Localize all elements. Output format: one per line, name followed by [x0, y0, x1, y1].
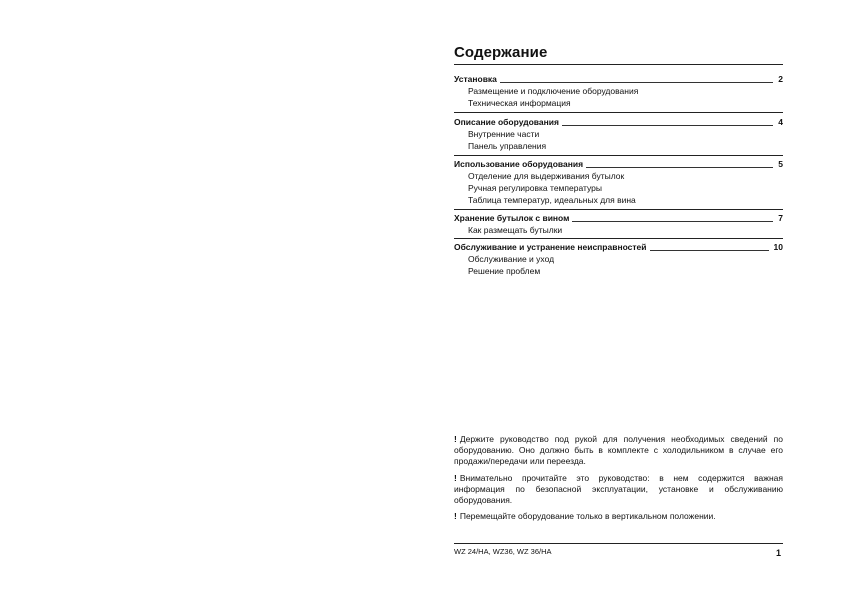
toc-leader [500, 82, 773, 83]
section-divider [454, 238, 783, 239]
toc-subitem[interactable]: Панель управления [468, 141, 547, 152]
toc-section-storage[interactable] [454, 213, 783, 236]
toc-subitem[interactable]: Размещение и подключение оборудования [468, 86, 639, 96]
title-rule [454, 64, 783, 65]
warning-mark: ! [454, 472, 457, 483]
note-paragraph [454, 473, 783, 507]
toc-section-installation[interactable] [454, 74, 783, 109]
toc-page-number: 5 [778, 159, 783, 169]
toc-subitem[interactable]: Внутренние части [468, 129, 540, 139]
note-text: Перемещайте оборудование только в вертикальном положении. [459, 511, 716, 522]
toc-subitem[interactable]: Таблица температур, идеальных для вина [468, 195, 636, 206]
toc-page-number: 2 [778, 74, 783, 84]
toc-section-usage[interactable] [454, 159, 783, 207]
page-title: Содержание [454, 44, 548, 61]
toc-page-number: 7 [778, 213, 783, 223]
toc-subitem[interactable]: Отделение для выдерживания бутылок [468, 171, 625, 181]
toc-leader [572, 221, 773, 222]
toc-section-label: Описание оборудования [454, 117, 559, 127]
toc-subitem[interactable]: Техническая информация [468, 98, 571, 109]
toc-subitem[interactable]: Решение проблем [468, 266, 541, 277]
toc-page-number: 10 [773, 242, 783, 252]
safety-notes [454, 434, 783, 527]
toc-leader [562, 125, 773, 126]
section-divider [454, 155, 783, 156]
note-paragraph [454, 511, 783, 522]
toc-subitem[interactable]: Обслуживание и уход [468, 254, 555, 264]
toc-subitem[interactable]: Ручная регулировка температуры [468, 183, 602, 194]
footer-rule [454, 543, 783, 544]
page-number: 1 [775, 548, 781, 558]
model-numbers: WZ 24/HA, WZ36, WZ 36/HA [454, 547, 552, 556]
toc-leader [586, 167, 773, 168]
note-text: Держите руководство под рукой для получения необходимых сведений по оборудованию. Оно должно быть в комплекте с холодильником в случае его продажи/передачи или переезда. [454, 434, 783, 467]
toc-page-number: 4 [778, 117, 783, 127]
toc-subitem[interactable]: Как размещать бутылки [468, 225, 563, 235]
warning-mark: ! [454, 511, 457, 522]
toc-leader [650, 250, 769, 251]
warning-mark: ! [454, 434, 457, 444]
toc-section-label: Использование оборудования [454, 159, 584, 169]
toc-section-label: Установка [454, 74, 497, 84]
note-paragraph [454, 434, 783, 468]
section-divider [454, 112, 783, 113]
toc-section-maintenance[interactable] [454, 242, 783, 277]
section-divider [454, 209, 783, 210]
note-text: Внимательно прочитайте это руководство: в нем содержится важная информация по безопасной эксплуатации, установке и обслуживанию оборудования. [454, 472, 783, 506]
toc-section-label: Обслуживание и устранение неисправностей [454, 242, 647, 252]
toc-section-label: Хранение бутылок с вином [454, 213, 570, 223]
toc-section-description[interactable] [454, 117, 783, 152]
